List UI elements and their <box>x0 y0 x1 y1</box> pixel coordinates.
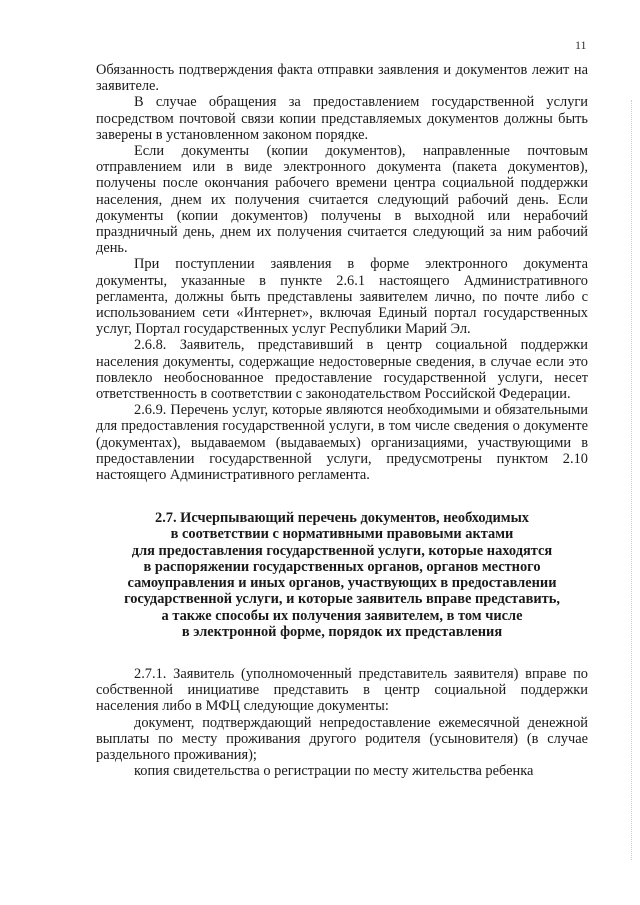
paragraph: Обязанность подтверждения факта отправки заявления и документов лежит на заявителе. <box>96 62 588 95</box>
paragraph: документ, подтверждающий непредоставление ежемесячной денежной выплаты по месту проживания другого родителя (усыновителя) (в случае раздельного проживания); <box>96 714 588 763</box>
paragraph: копия свидетельства о регистрации по месту жительства ребенка <box>134 763 534 780</box>
paragraph: В случае обращения за предоставлением государственной услуги посредством почтовой связи копии представляемых документов должны быть заверены в установленном законом порядке. <box>96 94 588 143</box>
heading-line: самоуправления и иных органов, участвующих в предоставлении <box>127 575 557 592</box>
heading-line: для предоставления государственной услуги, которые находятся <box>131 542 553 559</box>
section-heading <box>96 510 588 640</box>
heading-line: государственной услуги, и которые заявитель вправе представить, <box>124 591 560 608</box>
paragraph: При поступлении заявления в форме электронного документа документы, указанные в пункте 2.6.1 настоящего Административного регламента, должны быть представлены заявителем лично, по почте либо с использованием сети «Интернет», включая Единый портал государственных услуг, Портал государственных услуг Республики Марий Эл. <box>96 256 588 338</box>
paragraph: 2.6.9. Перечень услуг, которые являются необходимыми и обязательными для предоставления государственной услуги, в том числе сведения о документе (документах), выдаваемом (выдаваемых) организациями, участвующими в предоставлении государственной услуги, предусмотрены пунктом 2.10 настоящего Административного регламента. <box>96 402 588 484</box>
document-body <box>96 62 588 779</box>
heading-line: а также способы их получения заявителем, в том числе <box>161 607 523 624</box>
page-number: 11 <box>575 38 587 52</box>
heading-line: 2.7. Исчерпывающий перечень документов, необходимых <box>155 510 529 527</box>
heading-line: в распоряжении государственных органов, органов местного <box>143 558 541 575</box>
paragraph: 2.7.1. Заявитель (уполномоченный представитель заявителя) вправе по собственной инициативе представить в центр социальной поддержки населения либо в МФЦ следующие документы: <box>96 665 588 715</box>
paragraph: 2.6.8. Заявитель, представивший в центр социальной поддержки населения документы, содержащие недостоверные сведения, в случае если это повлекло необоснованное предоставление государственной услуги, несет ответственность в соответствии с законодательством Российской Федерации. <box>96 337 588 403</box>
heading-line: в электронной форме, порядок их представления <box>181 623 503 640</box>
paragraph: Если документы (копии документов), направленные почтовым отправлением или в виде электронного документа (пакета документов), получены после окончания рабочего времени центра социальной поддержки населения, днем их получения считается следующий рабочий день. Если документы (копии документов) получены в выходной или нерабочий праздничный день, днем их получения считается следующий за ним рабочий день. <box>96 143 588 257</box>
heading-line: в соответствии с нормативными правовыми актами <box>170 526 514 543</box>
scan-edge-marks <box>631 100 640 860</box>
